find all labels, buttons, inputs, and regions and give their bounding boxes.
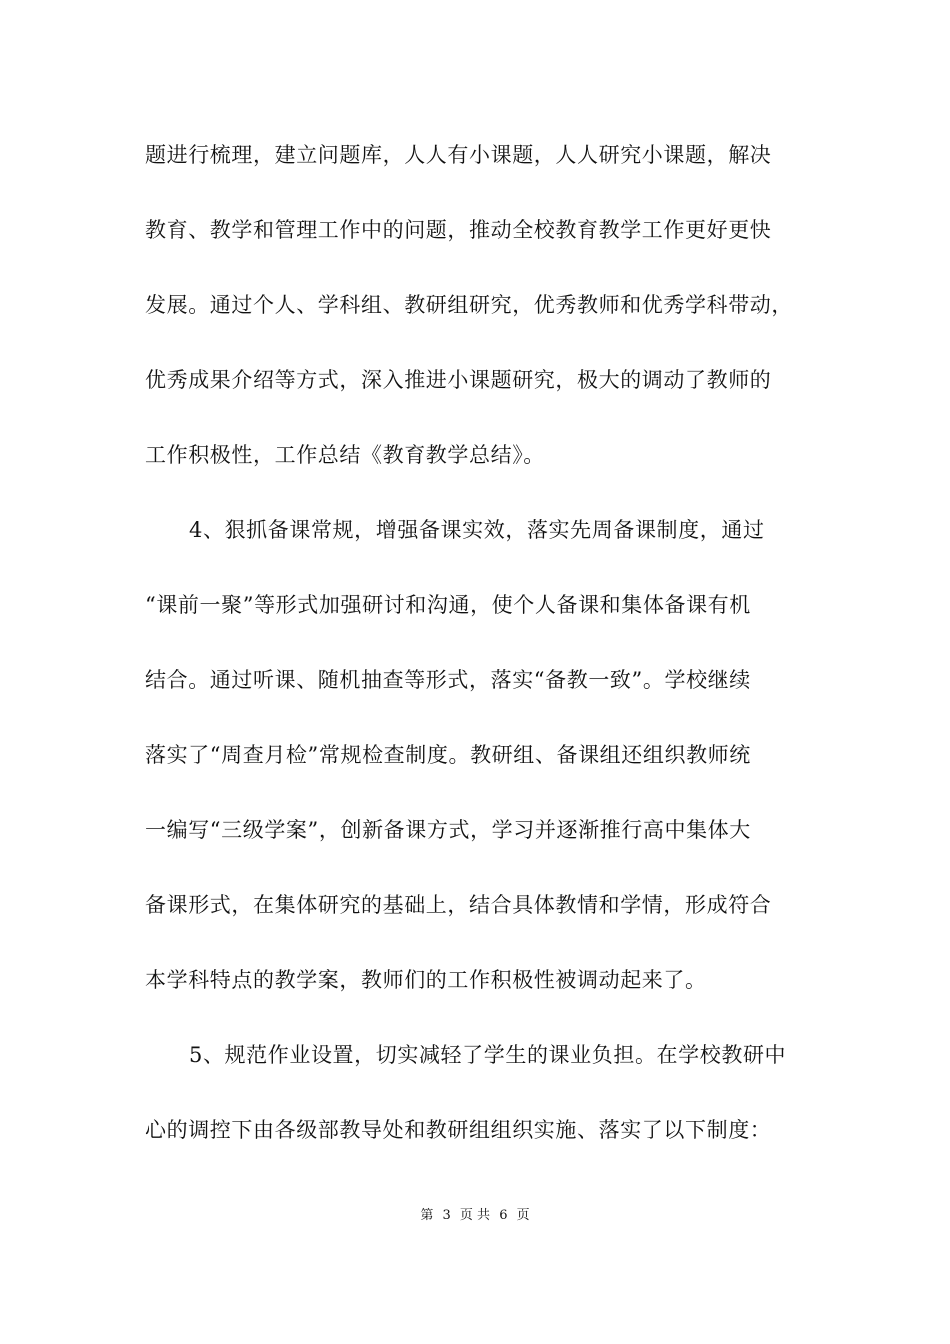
text-line-4: 优秀成果介绍等方式，深入推进小课题研究，极大的调动了教师的 xyxy=(145,368,772,392)
paragraph-5-start: 5、规范作业设置，切实减轻了学生的课业负担。在学校教研中 xyxy=(189,1043,787,1067)
text-line-2: 教育、教学和管理工作中的问题，推动全校教育教学工作更好更快 xyxy=(145,218,772,242)
footer-suffix: 页 xyxy=(516,1208,530,1223)
footer-current-page: 3 xyxy=(442,1208,451,1223)
footer-mid: 页 共 xyxy=(459,1208,491,1223)
text-line-5: 工作积极性，工作总结《教育教学总结》。 xyxy=(145,443,545,467)
footer-prefix: 第 xyxy=(420,1208,434,1223)
text-line-9: 落实了“周查月检”常规检查制度。教研组、备课组还组织教师统 xyxy=(145,743,751,767)
footer-total-pages: 6 xyxy=(499,1208,508,1223)
text-line-14: 心的调控下由各级部教导处和教研组组织实施、落实了以下制度： xyxy=(145,1118,772,1142)
text-line-10: 一编写“三级学案”，创新备课方式，学习并逐渐推行高中集体大 xyxy=(145,818,751,842)
text-line-11: 备课形式，在集体研究的基础上，结合具体教情和学情，形成符合 xyxy=(145,893,772,917)
text-line-8: 结合。通过听课、随机抽查等形式，落实“备教一致”。学校继续 xyxy=(145,668,751,692)
text-line-3: 发展。通过个人、学科组、教研组研究，优秀教师和优秀学科带动， xyxy=(145,293,793,317)
page-number-footer xyxy=(0,1206,950,1226)
text-line-1: 题进行梳理，建立问题库，人人有小课题，人人研究小课题，解决 xyxy=(145,143,772,167)
paragraph-4-start: 4、狠抓备课常规，增强备课实效，落实先周备课制度，通过 xyxy=(189,518,765,542)
text-line-12: 本学科特点的教学案，教师们的工作积极性被调动起来了。 xyxy=(145,968,707,992)
text-line-7: “课前一聚”等形式加强研讨和沟通，使个人备课和集体备课有机 xyxy=(145,593,751,617)
